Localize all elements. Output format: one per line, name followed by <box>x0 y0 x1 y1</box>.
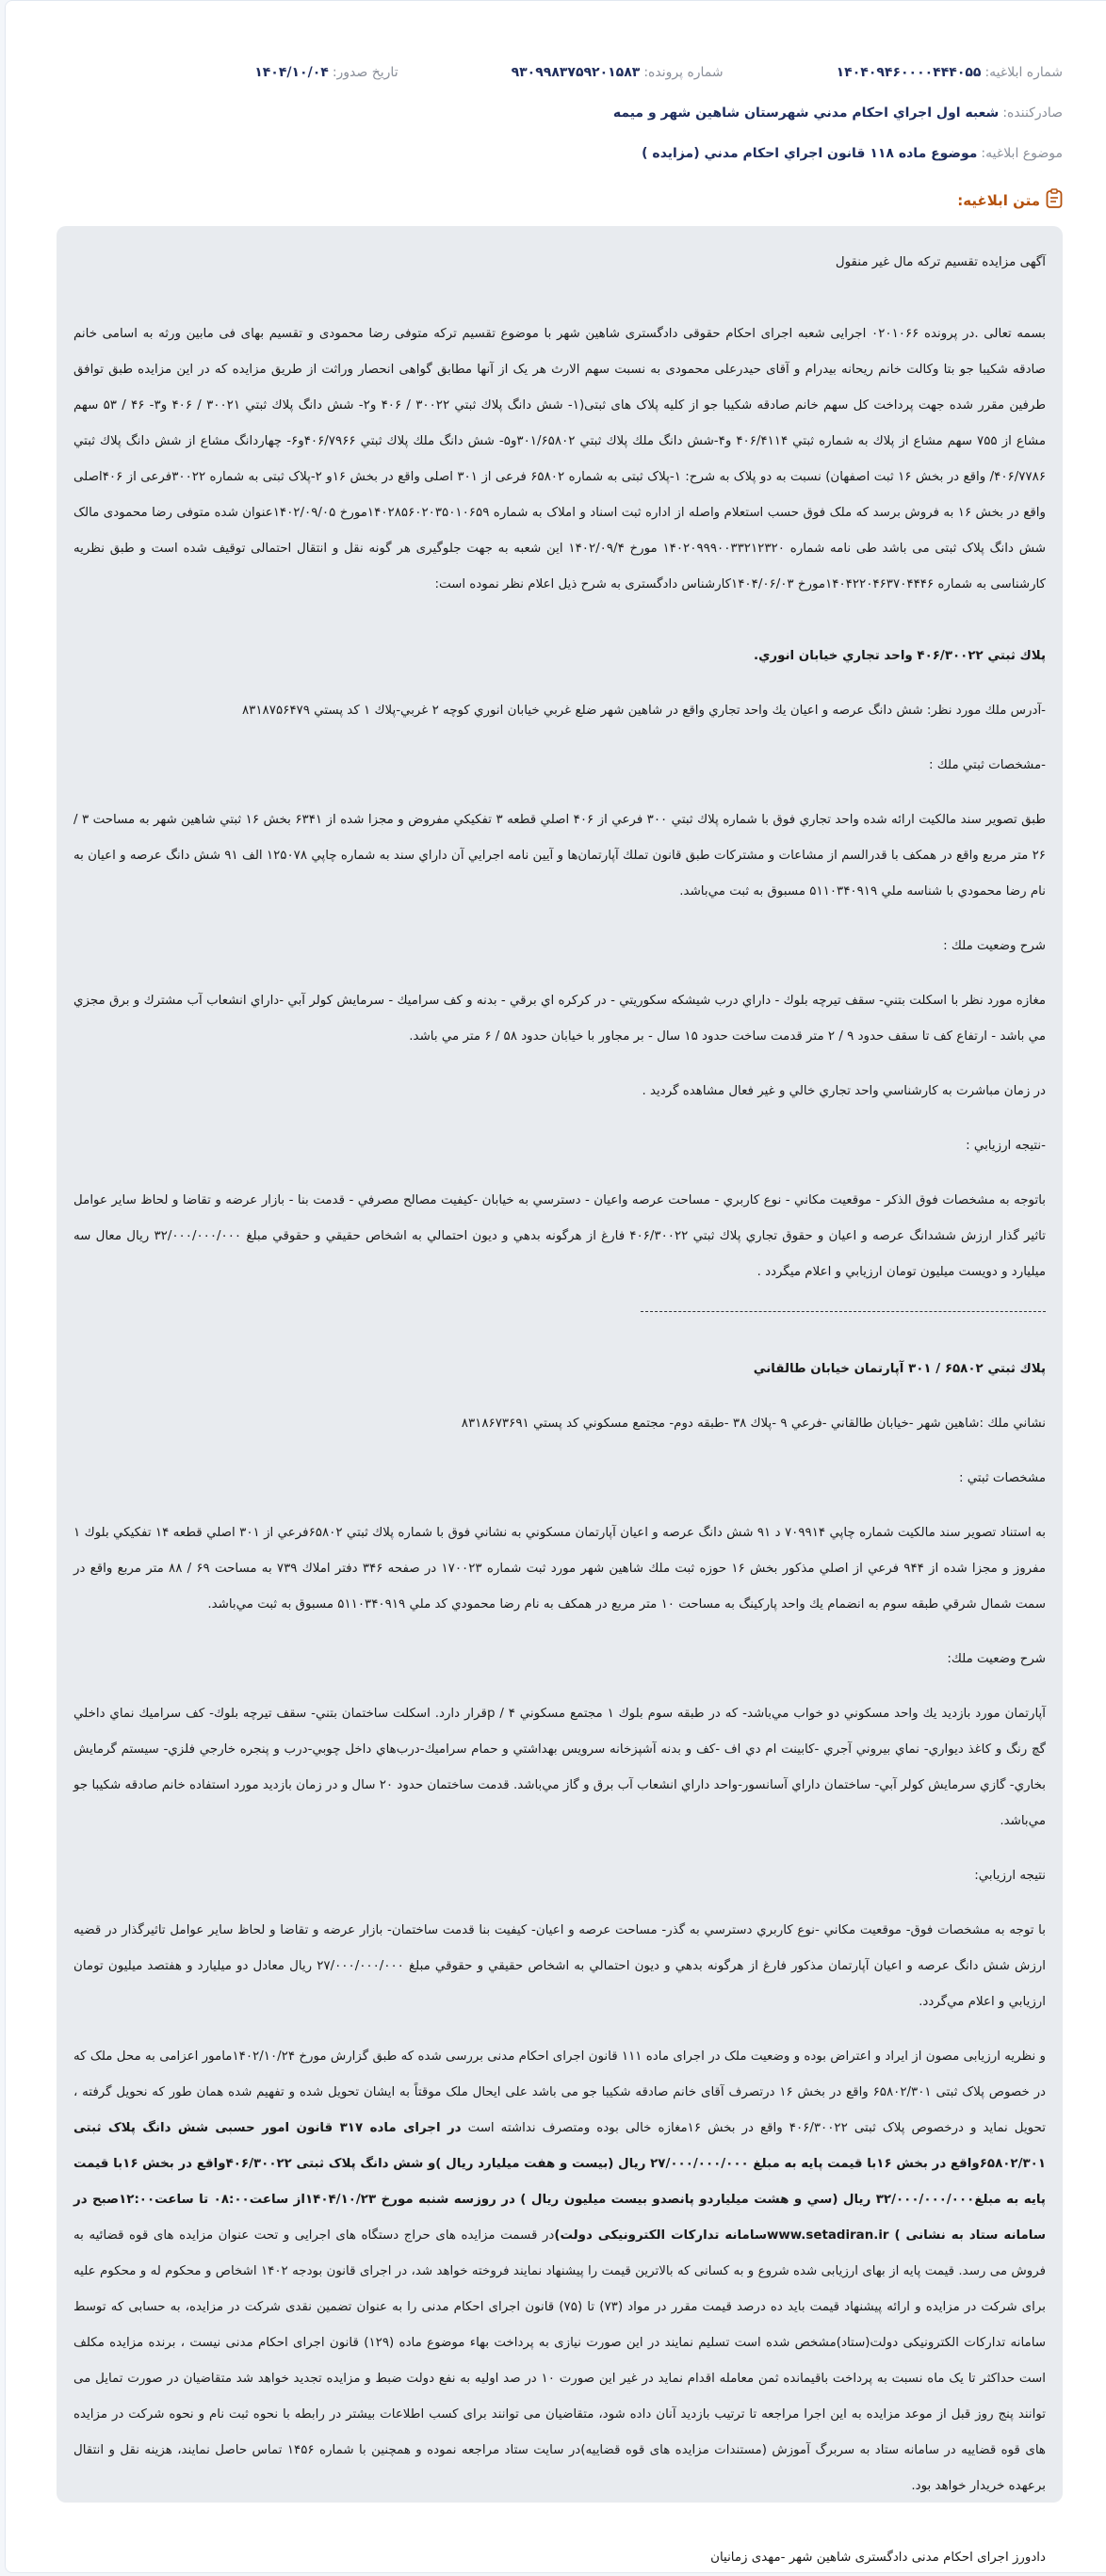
issue-date-label: تاریخ صدور: <box>332 64 398 80</box>
issue-date-value: ۱۴۰۴/۱۰/۰۴ <box>254 64 329 80</box>
notice-body <box>57 226 1063 2565</box>
plate2-reg-heading: مشخصات ثبتي : <box>958 1471 1046 1485</box>
plate2-result-heading: نتيجه ارزيابي: <box>974 1869 1046 1883</box>
plate2-heading: پلاك ثبتي ۶۵۸۰۲ / ۳۰۱ آپارتمان خيابان طالقاني <box>753 1362 1046 1376</box>
plate2-result: با توجه به مشخصات فوق- موقعيت مكاني -نوع كاربري دسترسي به گذر- مساحت عرصه و اعيان- كيفيت بنا قدمت ساختمان- بازار عرضه و تقاضا و لحاظ ساير عوامل تاثيرگذار در قضيه ارزش شش دانگ عرصه و اعيان آپارتمان مذكور فارغ از هرگونه بدهي و ديون احتمالي به اشخاص حقيقي و حقوقي مبلغ ۲۷/۰۰۰/۰۰۰/۰۰۰ ريال معادل دو ميليارد و هفتصد ميليون تومان ارزيابي و اعلام مي‌گردد. <box>73 1923 1046 2009</box>
notice-text-title: متن ابلاغیه: <box>957 192 1040 209</box>
intro-paragraph: بسمه تعالی .در پرونده ۰۲۰۱۰۶۶ اجرایی شعبه اجرای احکام حقوقی دادگستری شاهین شهر با موضوع تقسیم ترکه متوفی رضا محمودی و تقسیم بهای فی مابین ورثه به اسامی خانم صادقه شکیبا جو بتا وکالت خانم ریحانه بیدرام و آقای حیدرعلی محمودی به نسبت سهم الارث هر یک از آنها مطابق گواهی انحصار وراثت از طریق مزایده که در این مزایده طبق توافق طرفین مقرر شده جهت پرداخت کل سهم خانم صادقه شکیبا جو از کلیه پلاک های ثبتی(۱- شش دانگ پلاك ثبتي ۳۰۰۲۲ / ۴۰۶ و۲- شش دانگ پلاك ثبتي ۳۰۰۲۱ / ۴۰۶ و۳- ۴۶ / ۵۳ سهم مشاع از ۷۵۵ سهم مشاع از پلاك به شماره ثبتي ۴۰۶/۴۱۱۴ و۴-شش دانگ ملك پلاك ثبتي ۳۰۱/۶۵۸۰۲و۵- شش دانگ ملك پلاك ثبتي ۴۰۶/۷۹۶۶و۶- چهاردانگ مشاع از شش دانگ پلاك ثبتي ۴۰۶/۷۷۸۶/ واقع در بخش ۱۶ ثبت اصفهان) نسبت به دو پلاک به شرح: ۱-پلاک ثبتی به شماره ۶۵۸۰۲ فرعی از ۳۰۱ اصلی واقع در بخش ۱۶و ۲-پلاک ثبتی به شماره ۳۰۰۲۲فرعی از ۴۰۶اصلی واقع در بخش ۱۶ به فروش برسد که ملک فوق حسب استعلام واصله از اداره ثبت اسناد و املاک به شماره ۱۴۰۲۸۵۶۰۲۰۳۵۰۱۰۶۵۹مورخ ۱۴۰۲/۰۹/۰۵عنوان شده متوفی رضا محمودی مالک شش دانگ پلاک ثبتی می باشد طی نامه شماره ۱۴۰۲۰۹۹۹۰۰۳۳۲۱۲۳۲۰ مورخ ۱۴۰۲/۰۹/۴ این شعبه به جهت جلوگیری هر گونه نقل و انتقال احتمالی توقیف شده است و طبق نظریه کارشناسی به شماره ۱۴۰۴۲۲۰۴۶۳۷۰۴۴۴۶مورخ ۱۴۰۴/۰۶/۰۳کارشناس دادگستری به شرح ذیل اعلام نظر نموده است: <box>73 327 1047 591</box>
plate2-reg: به استناد تصوير سند مالكيت شماره چاپي ۷۰۹۹۱۴ د ۹۱ شش دانگ عرصه و اعيان آپارتمان مسكوني به نشاني فوق با شماره پلاك ثبتي ۶۵۸۰۲فرعي از ۳۰۱ اصلي قطعه ۱۴ تفكيكي بلوك ۱ مفروز و مجزا شده از ۹۴۴ فرعي از اصلي مذكور بخش ۱۶ حوزه ثبت ملك شاهين شهر مورد ثبت شماره ۱۷۰۰۲۳ در صفحه ۳۴۶ دفتر املاك ۷۳۹ به مساحت ۶۹ / ۸۸ متر مربع واقع در سمت شمال شرقي طبقه سوم به انضمام يك واحد پاركينگ به مساحت ۱۰ متر مربع در همكف به نام رضا محمودي كد ملي ۵۱۱۰۳۴۰۹۱۹ مسبوق به ثبت مي‌باشد. <box>73 1526 1046 1612</box>
auction-paragraph <box>73 2039 1046 2504</box>
plate1-status-heading: شرح وضعيت ملك : <box>943 939 1046 953</box>
issue-date <box>254 65 398 80</box>
plate1-visit: در زمان مباشرت به كارشناسي واحد تجاري خالي و غير فعال مشاهده گرديد . <box>642 1084 1046 1098</box>
plate1-reg: طبق تصوير سند مالكيت ارائه شده واحد تجاري فوق با شماره پلاك ثبتي ۳۰۰ فرعي از ۴۰۶ اصلي قطعه ۳ تفكيكي مفروض و مجزا شده از ۶۳۴۱ بخش ۱۶ ثبتي شاهين شهر به مساحت ۳ / ۲۶ متر مربع واقع در همكف با قدرالسم از مشاعات و مشتركات طبق قانون تملك آپارتمان‌ها و آيين نامه اجرايي آن داراي سند به شماره چاپي ۱۲۵۰۷۸ الف ۹۱ شش دانگ عرصه و اعيان به نام رضا محمودي با شناسه ملي ۵۱۱۰۳۴۰۹۱۹ مسبوق به ثبت مي‌باشد. <box>73 813 1046 899</box>
plate1-status: مغازه مورد نظر با اسكلت بتني- سقف تيرچه بلوك - داراي درب شيشكه سكوريتي - در كركره اي برقي - بدنه و كف سراميك - سرمايش كولر آبي -داراي انشعاب آب مشترك و برق مجزي مي باشد - ارتفاع كف تا سقف حدود ۹ / ۲ متر قدمت ساخت حدود ۱۵ سال - بر مجاور با خيابان حدود ۵۸ / ۶ متر مي باشد. <box>73 994 1046 1044</box>
plate2-status: آپارتمان مورد بازديد يك واحد مسكوني دو خواب مي‌باشد- كه در طبقه سوم بلوك ۱ مجتمع مسكوني ۴ / pقرار دارد. اسكلت ساختمان بتني- سقف تيرچه بلوك- كف سراميك نماي داخلي گچ رنگ و كاغذ ديواري- نماي بيروني آجري -كابينت ام دي اف -كف و بدنه آشپزخانه سرويس بهداشتي و حمام سراميك-درب‌هاي داخل چوبي-درب و پنجره خارجي فلزي- سيستم گرمايش بخاري- گازي سرمايش كولر آبي- ساختمان داراي آسانسور-واحد داراي انشعاب آب برق و گاز مي‌باشد. قدمت ساختمان حدود ۲۰ سال و در زمان بازديد مورد استفاده خانم صادقه شكيبا جو مي‌باشد. <box>73 1707 1046 1828</box>
document-icon <box>1040 188 1063 213</box>
subject-value: موضوع ماده ۱۱۸ قانون اجراي احكام مدني (مزايده ) <box>642 145 978 161</box>
notice-title: آگهی مزایده تقسیم ترکه مال غیر منقول <box>835 255 1046 269</box>
notice-number-value: ۱۴۰۴۰۹۴۶۰۰۰۰۴۴۴۰۵۵ <box>836 64 982 80</box>
auction-terms: در اجرای ماده ۳۱۷ قانون امور حسبی شش دانگ پلاک ثبتی ۶۵۸۰۲/۳۰۱واقع در بخش ۱۶با قیمت پایه به مبلغ ۲۷/۰۰۰/۰۰۰/۰۰۰ ریال (بیست و هفت میلیارد ریال )و شش دانگ پلاک ثبتی ۴۰۶/۳۰۰۲۲واقع در بخش ۱۶با قیمت پایه به مبلغ۳۲/۰۰۰/۰۰۰/۰۰۰ ریال (سي و هشت میلیاردو پانصدو بیست میلیون ریال ) در روزسه شنبه مورخ ۱۴۰۴/۱۰/۲۳از ساعت۰۸:۰۰ تا ساعت۱۲:۰۰صبح در سامانه ستاد به نشانی ) www.setadiran.irسامانه تدارکات الکترونیکی دولت) <box>73 2121 1047 2243</box>
case-number-label: شماره پرونده: <box>643 64 724 80</box>
notice-meta <box>57 52 1063 173</box>
notice-number <box>837 65 1063 80</box>
subject <box>57 133 1063 173</box>
plate1-address: -آدرس ملك مورد نظر: شش دانگ عرصه و اعيان يك واحد تجاري واقع در شاهين شهر ضلع غربي خيابان انوري كوچه ۲ غربي-پلاك ۱ كد پستي ۸۳۱۸۷۵۶۴۷۹ <box>241 704 1046 718</box>
auction-details: در قسمت مزایده های حراج دستگاه های اجرایی و تحت عنوان مزایده های قوه قضائیه به فروش می رسد. قیمت پایه از بهای ارزیابی شده شروع و به کسانی که بالاترین قیمت را پیشنهاد نمایند فروخته خواهد شد، در اجرای قانون بودجه ۱۴۰۲ اشخاص و محکوم له و محکوم علیه برای شرکت در مزایده و ارائه پیشنهاد قیمت باید ده درصد قیمت مقرر در مواد (۷۳) تا (۷۵) قانون اجرای احکام مدنی را به عنوان تضمین نقدی شرکت در مزایده، به حسابی که توسط سامانه تدارکات الکترونیکی دولت(ستاد)مشخص شده است تسلیم نمایند در این صورت نیازی به پرداخت بهاء موضوع ماده (۱۲۹) قانون اجرای احکام مدنی نیست ، برنده مزایده مکلف است حداکثر تا یک ماه نسبت به پرداخت باقیمانده ثمن معامله اقدام نماید در غیر این صورت ۱۰ در صد اولیه به نفع دولت ضبط و مزایده تجدید خواهد شد متقاضیان در صورت تمایل می توانند پنج روز قبل از موعد مزایده به این اجرا مراجعه تا ترتیب بازدید آنان داده شود، متقاضیان می توانند برای کسب اطلاعات بیشتر در رابطه با نحوه ثبت نام و نحوه شرکت در مزایده های قوه قضاییه در سامانه ستاد به سربرگ آموزش (مستندات مزایده های قوه قضاییه)در سایت ستاد مراجعه نموده و همچنین با شماره ۱۴۵۶ تماس حاصل نمایند، هزینه نقل و انتقال برعهده خریدار خواهد بود. <box>73 2228 1047 2493</box>
plate1-heading: پلاك ثبتي ۴۰۶/۳۰۰۲۲ واحد تجاري خيابان انوري. <box>754 649 1046 663</box>
auction-intro: و نظریه ارزیابی مصون از ایراد و اعتراض بوده و وضعیت ملک در اجرای ماده ۱۱۱ قانون اجرای احکام مدنی بررسی شده که طبق گزارش مورخ ۱۴۰۲/۱۰/۲۴مامور اعزامی به محل ملک که در خصوص پلاک ثبتی ۶۵۸۰۲/۳۰۱ واقع در بخش ۱۶ درتصرف آقای خانم صادقه شکیبا جو می باشد علی ایحال ملک موقتاً به ایشان تحویل شده و تفهیم شده همان طور که نحویل گرفته ، تحویل نماید و درخصوص پلاک ثبتی ۴۰۶/۳۰۰۲۲ واقع در بخش ۱۶مغازه خالی بوده ومتصرف نداشته است <box>73 2049 1047 2135</box>
issuer <box>57 92 1063 133</box>
issuer-label: صادرکننده: <box>1002 105 1063 121</box>
issuer-value: شعبه اول اجراي احكام مدني شهرستان شاهين شهر و ميمه <box>612 105 1000 121</box>
plate2-status-heading: شرح وضعيت ملك: <box>947 1652 1046 1666</box>
signature: دادورز اجرای احکام مدنی دادگستری شاهین شهر -مهدی زمانیان <box>710 2551 1046 2565</box>
plate1-reg-heading: -مشخصات ثبتي ملك : <box>928 758 1046 772</box>
meta-row-numbers <box>57 52 1063 92</box>
notice-number-label: شماره ابلاغیه: <box>984 64 1063 80</box>
plate1-result-heading: -نتيجه ارزيابي : <box>966 1139 1046 1153</box>
case-number-value: ۹۳۰۹۹۸۳۷۵۹۲۰۱۵۸۳ <box>511 64 641 80</box>
section-divider <box>641 1311 1046 1312</box>
plate1-result: باتوجه به مشخصات فوق الذكر - موقعيت مكاني - نوع كاربري - مساحت عرصه واعيان - دسترسي به خيابان -كيفيت مصالح مصرفي - قدمت بنا - بازار عرضه و تقاضا و لحاظ ساير عوامل تاثير گذار ارزش ششدانگ عرصه و اعيان و حقوق تجاري پلاك ثبتي ۴۰۶/۳۰۰۲۲ فارغ از هرگونه بدهي و ديون احتمالي به اشخاص حقيقي و حقوقي مبلغ ۳۲/۰۰۰/۰۰۰/۰۰۰ ريال معال سه ميليارد و دويست ميليون تومان ارزيابي و اعلام ميگردد . <box>73 1193 1046 1279</box>
plate2-address: نشاني ملك :شاهين شهر -خيابان طالقاني -فرعي ۹ -پلاك ۳۸ -طبقه دوم- مجتمع مسكوني كد پستي ۸۳۱۸۶۷۳۶۹۱ <box>461 1417 1046 1431</box>
case-number <box>512 65 724 80</box>
subject-label: موضوع ابلاغیه: <box>981 145 1063 161</box>
notice-text-heading <box>957 188 1063 213</box>
